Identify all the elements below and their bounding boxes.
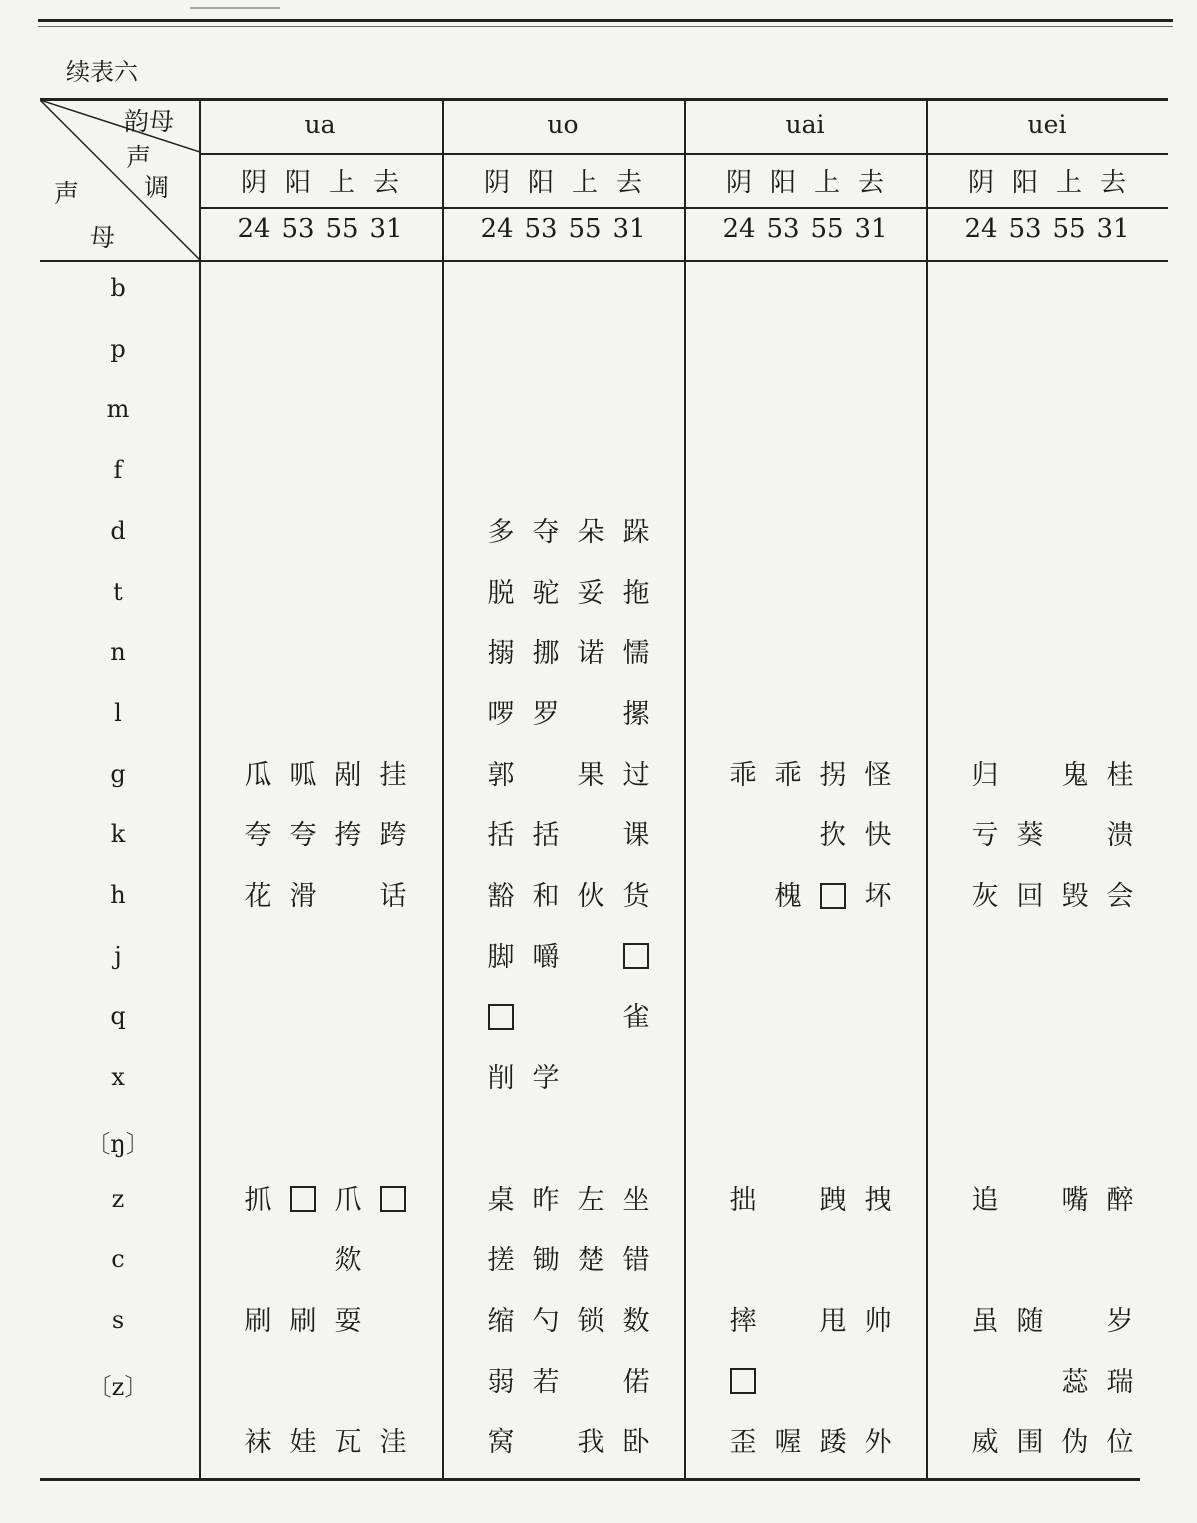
- syllable-char: 错: [622, 1245, 650, 1277]
- row-initial: d: [110, 516, 126, 545]
- syllable-char: 洼: [379, 1427, 407, 1459]
- tone-value: 55: [810, 214, 844, 244]
- syllable-char: 坐: [622, 1184, 650, 1216]
- tone-name: 去: [615, 168, 642, 198]
- syllable-cell-uo: [443, 1425, 683, 1465]
- section-tone-values: [685, 214, 925, 244]
- syllable-char: 我: [577, 1427, 605, 1459]
- syllable-cell-uai: [685, 272, 925, 312]
- syllable-char: 会: [1106, 881, 1134, 912]
- missing-char-box: [481, 1000, 521, 1036]
- section-final-ua: ua: [304, 110, 336, 139]
- syllable-cell-uo: [443, 879, 683, 919]
- syllable-cell-uei: [927, 636, 1167, 676]
- row-initial: m: [106, 395, 130, 424]
- syllable-cell-uo: [443, 818, 683, 858]
- syllable-char: 楚: [577, 1245, 605, 1277]
- row-initial: j: [114, 941, 122, 970]
- syllable-char: 挪: [532, 638, 560, 670]
- syllable-char: 欻: [334, 1245, 362, 1277]
- syllable-cell-uai: [685, 1365, 925, 1405]
- syllable-char: 学: [532, 1063, 560, 1095]
- syllable-cell-uai: [685, 1122, 925, 1162]
- syllable-char: 跩: [819, 1184, 847, 1216]
- syllable-char: 缩: [487, 1305, 515, 1337]
- tone-value: 53: [766, 214, 800, 244]
- syllable-char: 拙: [729, 1184, 757, 1216]
- syllable-char: 搦: [487, 638, 515, 670]
- tone-value: 24: [480, 214, 514, 244]
- tone-value: 24: [237, 214, 271, 244]
- syllable-cell-uo: [443, 393, 683, 433]
- tone-value: 53: [1008, 214, 1042, 244]
- syllable-char: 夸: [244, 820, 272, 852]
- syllable-char: 瑞: [1106, 1366, 1134, 1398]
- syllable-char: 过: [622, 759, 650, 791]
- syllable-char: 郭: [487, 759, 515, 791]
- syllable-cell-uei: [927, 515, 1167, 555]
- syllable-char: 括: [532, 820, 560, 852]
- syllable-char: 刷: [289, 1305, 317, 1337]
- tone-name: 阳: [769, 168, 796, 198]
- syllable-char: 岁: [1106, 1305, 1134, 1337]
- row-initial: s: [111, 1305, 125, 1334]
- syllable-cell-ua: [200, 758, 440, 798]
- header-bottom-rule: [40, 260, 1168, 262]
- syllable-cell-ua: [200, 697, 440, 737]
- syllable-cell-uai: [685, 1243, 925, 1283]
- syllable-char: 槐: [774, 881, 802, 912]
- tone-value: 24: [722, 214, 756, 244]
- syllable-char: 朵: [577, 516, 605, 548]
- syllable-cell-uai: [685, 333, 925, 373]
- syllable-cell-ua: [200, 1000, 440, 1040]
- syllable-cell-ua: [200, 636, 440, 676]
- syllable-char: 亏: [971, 820, 999, 852]
- syllable-char: 醉: [1106, 1184, 1134, 1216]
- syllable-char: 桂: [1106, 759, 1134, 791]
- tone-value: 31: [854, 214, 888, 244]
- syllable-cell-uo: [443, 1365, 683, 1405]
- syllable-char: 妥: [577, 577, 605, 609]
- syllable-char: 瓜: [244, 759, 272, 791]
- syllable-char: 伙: [577, 881, 605, 912]
- syllable-cell-uai: [685, 879, 925, 919]
- syllable-cell-uei: [927, 393, 1167, 433]
- row-initial: t: [113, 577, 123, 606]
- tone-name: 阳: [1011, 168, 1038, 198]
- syllable-cell-ua: [200, 333, 440, 373]
- syllable-char: 耍: [334, 1305, 362, 1337]
- syllable-char: 懦: [622, 638, 650, 670]
- syllable-cell-uei: [927, 818, 1167, 858]
- syllable-char: 桌: [487, 1184, 515, 1216]
- syllable-char: 葵: [1016, 820, 1044, 852]
- syllable-char: 乖: [774, 759, 802, 791]
- tone-value: 55: [1052, 214, 1086, 244]
- syllable-cell-uei: [927, 333, 1167, 373]
- syllable-char: 坏: [864, 881, 892, 912]
- tone-value: 24: [964, 214, 998, 244]
- section-tone-values: [200, 214, 440, 244]
- syllable-cell-uai: [685, 1304, 925, 1344]
- syllable-cell-ua: [200, 1061, 440, 1101]
- syllable-char: 弱: [487, 1366, 515, 1398]
- tone-name: 阴: [967, 168, 994, 198]
- row-initial: z: [111, 1184, 125, 1213]
- syllable-char: 课: [622, 820, 650, 852]
- syllable-cell-ua: [200, 1183, 440, 1223]
- syllable-cell-uei: [927, 272, 1167, 312]
- corner-final-label: 韵母: [124, 107, 175, 136]
- syllable-cell-ua: [200, 1243, 440, 1283]
- syllable-char: 乖: [729, 759, 757, 791]
- corner-initial-label-2: 母: [90, 223, 116, 252]
- row-initial: l: [114, 698, 122, 727]
- row-initial: x: [111, 1063, 125, 1092]
- syllable-char: 挂: [379, 759, 407, 791]
- section-tone-names: [200, 162, 440, 199]
- syllable-cell-uei: [927, 454, 1167, 494]
- syllable-cell-uai: [685, 1183, 925, 1223]
- syllable-char: 驼: [532, 577, 560, 609]
- syllable-cell-uo: [443, 636, 683, 676]
- syllable-char: 削: [487, 1063, 515, 1095]
- syllable-cell-uo: [443, 272, 683, 312]
- syllable-cell-ua: [200, 1425, 440, 1465]
- syllable-cell-uo: [443, 758, 683, 798]
- table-bottom-rule: [40, 1478, 1140, 1481]
- syllable-cell-uo: [443, 333, 683, 373]
- syllable-char: 喔: [774, 1427, 802, 1459]
- section-final-uei: uei: [1027, 110, 1067, 139]
- syllable-char: 怪: [864, 759, 892, 791]
- tone-name: 去: [372, 168, 399, 198]
- syllable-char: 伪: [1061, 1427, 1089, 1459]
- syllable-cell-uei: [927, 879, 1167, 919]
- syllable-cell-uei: [927, 1425, 1167, 1465]
- row-initial: h: [110, 881, 126, 909]
- syllable-char: 诺: [577, 638, 605, 670]
- tone-name: 阳: [527, 168, 554, 198]
- row-initial: 〔z〕: [87, 1372, 149, 1401]
- syllable-char: 果: [577, 759, 605, 791]
- syllable-char: 快: [864, 820, 892, 852]
- syllable-char: 抓: [244, 1184, 272, 1216]
- syllable-char: 甩: [819, 1305, 847, 1337]
- syllable-char: 锁: [577, 1305, 605, 1337]
- syllable-char: 括: [487, 820, 515, 852]
- row-initial: g: [110, 759, 126, 788]
- syllable-cell-uo: [443, 1122, 683, 1162]
- row-initial: p: [110, 334, 126, 363]
- syllable-char: 偌: [622, 1366, 650, 1398]
- syllable-cell-uei: [927, 1061, 1167, 1101]
- syllable-char: 货: [622, 881, 650, 912]
- syllable-char: 滑: [289, 881, 317, 912]
- syllable-char: 左: [577, 1184, 605, 1216]
- syllable-char: 脚: [487, 941, 515, 973]
- syllable-char: 追: [971, 1184, 999, 1216]
- syllable-char: 摔: [729, 1305, 757, 1337]
- syllable-char: 袜: [244, 1427, 272, 1459]
- syllable-char: 豁: [487, 881, 515, 912]
- section-tone-names: [443, 162, 683, 199]
- section-tone-names: [685, 162, 925, 199]
- syllable-char: 跺: [622, 516, 650, 548]
- syllable-cell-uo: [443, 1243, 683, 1283]
- syllable-cell-uei: [927, 1243, 1167, 1283]
- syllable-cell-ua: [200, 818, 440, 858]
- section-final-uai: uai: [785, 110, 825, 139]
- syllable-char: 溃: [1106, 820, 1134, 852]
- syllable-char: 多: [487, 516, 515, 548]
- syllable-char: 外: [864, 1427, 892, 1459]
- section-final-uo: uo: [547, 110, 579, 139]
- syllable-char: 帅: [864, 1305, 892, 1337]
- syllable-cell-uo: [443, 1061, 683, 1101]
- row-initial: n: [110, 638, 126, 667]
- syllable-char: 夺: [532, 516, 560, 548]
- missing-char-box: [616, 940, 656, 976]
- syllable-char: 锄: [532, 1245, 560, 1277]
- tone-value: 53: [281, 214, 315, 244]
- syllable-char: 鬼: [1061, 759, 1089, 791]
- syllable-cell-ua: [200, 1122, 440, 1162]
- syllable-char: 拐: [819, 759, 847, 791]
- syllable-cell-uei: [927, 940, 1167, 980]
- syllable-char: 蕊: [1061, 1366, 1089, 1398]
- syllable-char: 挎: [334, 820, 362, 852]
- tone-name: 上: [571, 168, 598, 198]
- corner-header: 韵母 声 调 声 母: [40, 100, 200, 260]
- syllable-cell-uei: [927, 758, 1167, 798]
- syllable-cell-uo: [443, 697, 683, 737]
- row-initial: c: [111, 1245, 125, 1274]
- syllable-char: 嘴: [1061, 1184, 1089, 1216]
- tone-name: 阴: [725, 168, 752, 198]
- syllable-char: 围: [1016, 1427, 1044, 1459]
- syllable-cell-uai: [685, 576, 925, 616]
- tone-name: 阳: [284, 168, 311, 198]
- syllable-cell-uo: [443, 1183, 683, 1223]
- tone-value: 53: [524, 214, 558, 244]
- syllable-char: 卧: [622, 1427, 650, 1459]
- syllable-cell-uai: [685, 636, 925, 676]
- missing-char-box: [283, 1183, 323, 1219]
- tone-value: 55: [325, 214, 359, 244]
- syllable-char: 爪: [334, 1184, 362, 1216]
- missing-char-box: [723, 1365, 763, 1401]
- syllable-char: 归: [971, 759, 999, 791]
- syllable-cell-uei: [927, 1365, 1167, 1405]
- syllable-char: 嚼: [532, 941, 560, 973]
- syllable-char: 随: [1016, 1305, 1044, 1337]
- syllable-cell-ua: [200, 393, 440, 433]
- syllable-char: 夸: [289, 820, 317, 852]
- syllable-cell-uai: [685, 758, 925, 798]
- tone-name: 阴: [240, 168, 267, 198]
- syllable-cell-uo: [443, 1304, 683, 1344]
- syllable-char: 跨: [379, 820, 407, 852]
- syllable-cell-uei: [927, 1000, 1167, 1040]
- syllable-cell-uei: [927, 1122, 1167, 1162]
- syllable-char: 毁: [1061, 881, 1089, 912]
- tone-name: 去: [857, 168, 884, 198]
- syllable-cell-ua: [200, 879, 440, 919]
- syllable-cell-uei: [927, 1304, 1167, 1344]
- missing-char-box: [373, 1183, 413, 1219]
- syllable-cell-uo: [443, 454, 683, 494]
- row-initial: k: [110, 820, 126, 849]
- syllable-char: 回: [1016, 881, 1044, 912]
- syllable-char: 威: [971, 1427, 999, 1459]
- table-caption: 续表六: [66, 58, 138, 86]
- tone-name: 上: [813, 168, 840, 198]
- syllable-cell-ua: [200, 515, 440, 555]
- syllable-cell-uei: [927, 697, 1167, 737]
- syllable-char: 灰: [971, 881, 999, 912]
- section-tone-values: [443, 214, 683, 244]
- syllable-cell-uei: [927, 1183, 1167, 1223]
- syllable-char: 扻: [819, 820, 847, 852]
- tone-value: 31: [612, 214, 646, 244]
- syllable-char: 摞: [622, 698, 650, 730]
- syllable-cell-uai: [685, 1000, 925, 1040]
- tone-value: 31: [369, 214, 403, 244]
- syllable-char: 罗: [532, 698, 560, 730]
- tone-name: 阴: [483, 168, 510, 198]
- syllable-char: 刷: [244, 1305, 272, 1337]
- section-tone-values: [927, 214, 1167, 244]
- syllable-char: 花: [244, 881, 272, 912]
- row-initial: 〔ŋ〕: [86, 1129, 150, 1158]
- syllable-char: 昨: [532, 1184, 560, 1216]
- row-initial: f: [113, 456, 123, 485]
- syllable-cell-ua: [200, 272, 440, 312]
- syllable-cell-uai: [685, 940, 925, 980]
- syllable-char: 剐: [334, 759, 362, 791]
- syllable-char: 虽: [971, 1305, 999, 1337]
- tone-name: 上: [1055, 168, 1082, 198]
- syllable-char: 数: [622, 1305, 650, 1337]
- syllable-char: 若: [532, 1366, 560, 1398]
- syllable-char: 拽: [864, 1184, 892, 1216]
- syllable-char: 娃: [289, 1427, 317, 1459]
- syllable-char: 瓦: [334, 1427, 362, 1459]
- syllable-char: 歪: [729, 1427, 757, 1459]
- syllable-cell-uo: [443, 576, 683, 616]
- syllable-char: 位: [1106, 1427, 1134, 1459]
- syllable-char: 呱: [289, 759, 317, 791]
- syllable-cell-uai: [685, 515, 925, 555]
- syllable-char: 踒: [819, 1427, 847, 1459]
- syllable-cell-ua: [200, 454, 440, 494]
- syllable-cell-uo: [443, 515, 683, 555]
- syllable-char: 话: [379, 881, 407, 912]
- syllable-cell-uai: [685, 818, 925, 858]
- missing-char-box: [813, 879, 853, 915]
- syllable-cell-uai: [685, 454, 925, 494]
- syllable-cell-ua: [200, 940, 440, 980]
- syllable-cell-uai: [685, 393, 925, 433]
- corner-initial-label-1: 声: [54, 179, 80, 208]
- tone-value: 55: [568, 214, 602, 244]
- row-initial: q: [110, 1002, 126, 1031]
- syllable-cell-uai: [685, 1061, 925, 1101]
- syllable-char: 脱: [487, 577, 515, 609]
- syllable-char: 拖: [622, 577, 650, 609]
- syllable-cell-uo: [443, 1000, 683, 1040]
- tone-name: 去: [1099, 168, 1126, 198]
- syllable-cell-uai: [685, 1425, 925, 1465]
- tone-value: 31: [1096, 214, 1130, 244]
- syllable-char: 和: [532, 881, 560, 912]
- syllable-char: 啰: [487, 698, 515, 730]
- section-tone-names: [927, 162, 1167, 199]
- syllable-char: 雀: [622, 1002, 650, 1034]
- syllable-cell-uai: [685, 697, 925, 737]
- tone-name: 上: [328, 168, 355, 198]
- table-top-rule: [40, 98, 1168, 101]
- syllable-cell-ua: [200, 1304, 440, 1344]
- syllable-cell-ua: [200, 1365, 440, 1405]
- syllable-char: 勺: [532, 1305, 560, 1337]
- syllable-char: 窝: [487, 1427, 515, 1459]
- syllable-cell-uo: [443, 940, 683, 980]
- syllable-char: 搓: [487, 1245, 515, 1277]
- row-initial: b: [110, 274, 126, 302]
- syllable-cell-uei: [927, 576, 1167, 616]
- syllable-cell-ua: [200, 576, 440, 616]
